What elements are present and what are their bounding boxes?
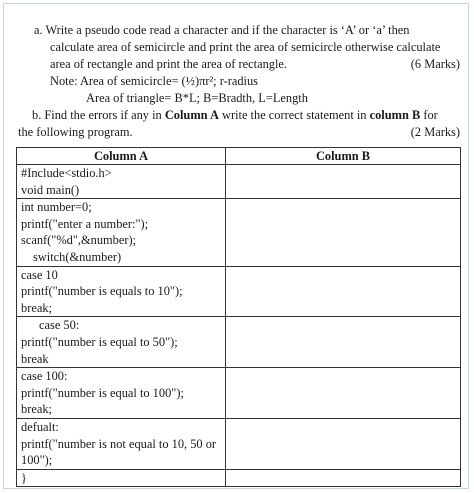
column-a-cell	[17, 317, 226, 368]
column-b-cell[interactable]	[226, 317, 461, 368]
column-b-cell[interactable]	[226, 165, 461, 199]
code-line: printf("number is not equal to 10, 50 or	[21, 436, 217, 451]
code-line: case 10	[21, 267, 58, 282]
question-a-note-1: Note: Area of semicircle= (½)πr²; r-radius	[50, 74, 258, 88]
column-b-header: Column B	[226, 148, 461, 165]
code-line: printf("number is equal to 50");	[21, 334, 178, 349]
code-line: scanf("%d",&number);	[21, 233, 137, 248]
column-b-cell[interactable]	[226, 469, 461, 487]
table-row	[17, 199, 461, 266]
question-a-marks: (6 Marks)	[410, 57, 460, 71]
code-line: }	[21, 470, 27, 485]
question-a-line-2: calculate area of semicircle and print the area of semicircle otherwise calculate	[50, 40, 441, 54]
code-line: int number=0;	[21, 200, 92, 215]
code-line: case 100:	[21, 369, 68, 384]
question-a-line-3: area of rectangle and print the area of rectangle.	[50, 57, 288, 71]
table-row	[17, 368, 461, 419]
column-b-cell[interactable]	[226, 368, 461, 419]
question-b-marks: (2 Marks)	[410, 125, 460, 139]
column-b-cell[interactable]	[226, 418, 461, 469]
error-table	[16, 147, 461, 487]
column-a-cell	[17, 165, 226, 199]
code-line: printf("enter a number:");	[21, 216, 149, 231]
question-b-column-b: column B	[369, 108, 421, 122]
table-row	[17, 266, 461, 317]
code-line: break;	[21, 300, 52, 315]
code-line: break;	[21, 402, 52, 417]
question-a-line-1: a. Write a pseudo code read a character and if the character is ‘A’ or ‘a’ then	[34, 23, 410, 37]
question-b-text-1: b. Find the errors if any in	[32, 108, 165, 122]
column-a-cell	[17, 199, 226, 266]
column-a-cell	[17, 469, 226, 487]
code-line: defualt:	[21, 419, 59, 434]
code-line: 100");	[21, 453, 53, 468]
question-a-note-2: Area of triangle= B*L; B=Bradth, L=Length	[86, 91, 308, 105]
table-row	[17, 469, 461, 487]
code-line: break	[21, 351, 49, 366]
question-b-line-1	[32, 107, 438, 123]
column-b-cell[interactable]	[226, 199, 461, 266]
code-line: #Include<stdio.h>	[21, 166, 112, 180]
table-row	[17, 317, 461, 368]
question-b-text-2: write the correct statement in	[218, 108, 370, 122]
table-header-row	[17, 148, 461, 165]
column-a-cell	[17, 368, 226, 419]
table-row	[17, 165, 461, 199]
question-b-column-a: Column A	[164, 108, 219, 122]
column-a-header: Column A	[17, 148, 226, 165]
table-row	[17, 418, 461, 469]
code-line: case 50:	[39, 318, 80, 333]
code-line: printf("number is equal to 100");	[21, 385, 184, 400]
question-b-text-3: for	[420, 108, 438, 122]
code-line: switch(&number)	[33, 249, 122, 264]
column-b-cell[interactable]	[226, 266, 461, 317]
code-line: void main()	[21, 182, 80, 197]
column-a-cell	[17, 418, 226, 469]
question-b-line-2: the following program.	[18, 125, 133, 139]
code-line: printf("number is equals to 10");	[21, 284, 183, 299]
column-a-cell	[17, 266, 226, 317]
